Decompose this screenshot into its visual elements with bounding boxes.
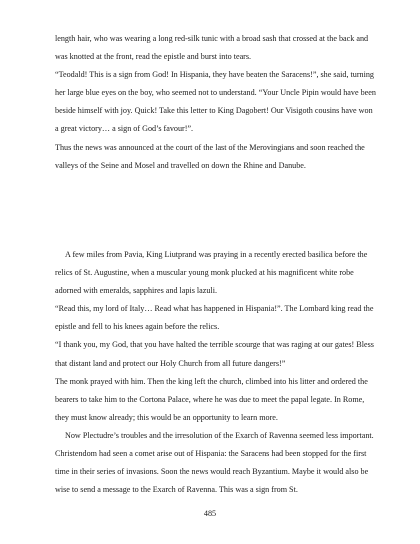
paragraph: Thus the news was announced at the court of the last of the Merovingians and soon reached the valleys of the Seine and Mosel and travelled on down the Rhine and Danube. <box>55 142 365 170</box>
paragraph: “Teodald! This is a sign from God! In Hispania, they have beaten the Saracens!”, she said, turning her large blue eyes on the boy, who seemed not to understand. “Your Uncle Pipin would have been beside himself with joy. Quick! Take this letter to King Dagobert! Our Visigoth cousins have won a great victory… a sign of God’s favour!”. <box>55 70 376 134</box>
paragraph: length hair, who was wearing a long red-silk tunic with a broad sash that crossed at the back and was knotted at the front, read the epistle and burst into tears. <box>55 34 369 62</box>
text-section-1 <box>55 30 377 175</box>
paragraph: Now Plectudre’s troubles and the irresolution of the Exarch of Ravenna seemed less important. Christendom had seen a comet arise out of Hispania: the Saracens had been stopped for the first time in their series of invasions. Soon the news would reach Byzantium. Maybe it would also be wise to send a message to the Exarch of Ravenna. This was a sign from St. <box>55 430 374 495</box>
paragraph: The monk prayed with him. Then the king left the church, climbed into his litter and ordered the bearers to take him to the Cortona Palace, where he was due to meet the papal legate. In Rome, they must know already; this would be an opportunity to learn more. <box>55 376 368 422</box>
paragraph: “Read this, my lord of Italy… Read what has happened in Hispania!”. The Lombard king read the epistle and fell to his knees again before the relics. <box>55 304 374 332</box>
paragraph: “I thank you, my God, that you have halted the terrible scourge that was raging at our gates! Bless that distant land and protect our Holy Church from all future dangers!” <box>55 340 374 368</box>
text-section-2 <box>55 246 377 499</box>
page-number: 485 <box>203 509 217 518</box>
paragraph: A few miles from Pavia, King Liutprand was praying in a recently erected basilica before the relics of St. Augustine, when a muscular young monk plucked at his magnificent white robe adorned with emeralds, sapphires and lapis lazuli. <box>55 250 368 296</box>
